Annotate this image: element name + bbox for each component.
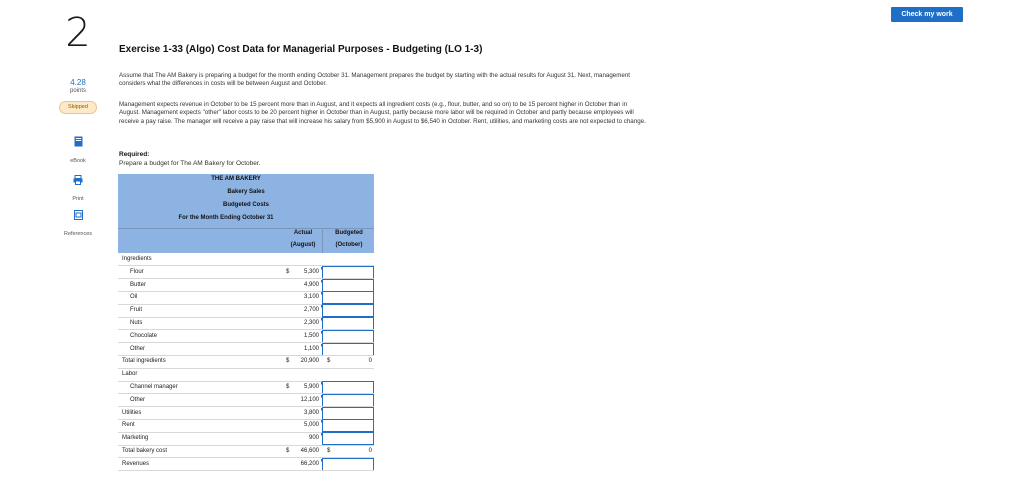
print-label: Print [72,196,84,202]
row-label: Revenues [122,460,150,467]
actual-value: 12,100 [300,396,319,403]
row-label: Total ingredients [122,358,166,365]
row-label: Ingredients [122,256,152,262]
references-button[interactable] [58,210,98,240]
exercise-title: Exercise 1-33 (Algo) Cost Data for Managerial Purposes - Budgeting (LO 1-3) [119,44,483,55]
table-company-name: THE AM BAKERY [211,176,261,182]
table-row [118,355,374,368]
budget-input-field[interactable] [322,394,374,407]
row-label: Butter [130,281,147,288]
references-icon [74,210,83,220]
table-row [118,381,374,394]
budget-input-field[interactable] [322,458,374,471]
col-actual-line2: (August) [290,242,316,248]
budget-input-field[interactable] [322,343,374,356]
actual-value: 46,600 [300,448,319,454]
budget-input-field[interactable] [322,407,374,420]
required-heading: Required: [119,151,150,158]
table-subtitle-sales: Bakery Sales [227,189,265,195]
actual-dollar-sign: $ [286,358,290,365]
actual-value: 5,900 [303,384,319,390]
actual-value: 20,900 [300,358,319,365]
actual-value: 5,300 [303,268,319,275]
actual-dollar-sign: $ [286,448,290,454]
row-label: Chocolate [130,332,158,339]
row-label: Channel manager [130,384,178,390]
row-label: Utilities [122,409,142,416]
actual-value: 1,100 [303,345,319,352]
budget-total-value: 0 [368,358,372,365]
actual-value: 900 [308,435,319,442]
table-row [118,445,374,458]
table-row [118,343,374,356]
ebook-icon [74,136,83,147]
check-my-work-button[interactable]: Check my work [891,7,963,22]
actual-dollar-sign: $ [286,384,290,390]
budget-input-field[interactable] [322,330,374,343]
table-row [118,407,374,420]
header-divider [118,228,374,229]
budget-input-field[interactable] [322,304,374,317]
col-budget-line2: (October) [335,242,363,248]
budget-input-field[interactable] [322,266,374,279]
budget-total-value: 0 [368,448,372,454]
actual-value: 2,700 [303,307,319,314]
table-row [118,317,374,330]
actual-value: 3,800 [303,409,319,416]
table-row [118,266,374,279]
print-button[interactable] [58,175,98,205]
table-row [118,368,374,381]
actual-value: 3,100 [303,294,319,301]
actual-value: 5,000 [303,422,319,429]
table-row [118,304,374,317]
actual-value: 4,900 [303,281,319,288]
budget-input-field[interactable] [322,291,374,304]
table-row [118,432,374,445]
table-row [118,291,374,304]
col-actual-line1: Actual [293,230,313,236]
budget-dollar-sign: $ [327,358,331,365]
required-text: Prepare a budget for The AM Bakery for October. [119,160,261,167]
actual-value: 2,300 [303,320,319,326]
row-label: Total bakery cost [122,448,168,454]
references-label: References [63,231,93,237]
question-number: 2 [65,10,91,56]
table-row [118,419,374,432]
actual-dollar-sign: $ [286,268,290,275]
row-label: Other [130,396,146,403]
row-label: Flour [130,268,144,275]
table-row [118,330,374,343]
table-period: For the Month Ending October 31 [178,215,274,221]
row-divider [118,470,374,471]
col-divider [322,228,323,253]
points-label: points [69,88,86,94]
ebook-button[interactable] [58,136,98,167]
print-icon [73,175,83,185]
table-row [118,394,374,407]
problem-paragraph-1: Assume that The AM Bakery is preparing a budget for the month ending October 31. Management prepares the budget by starting with the actual results for August 31. Next, management considers what the differences in costs will be between August and October. [119,72,630,88]
row-label: Fruit [130,307,142,314]
col-budget-line1: Budgeted [335,230,363,236]
budget-dollar-sign: $ [327,448,331,454]
status-badge: Skipped [59,101,97,114]
budget-input-field[interactable] [322,317,374,330]
table-header [118,174,374,253]
row-label: Nuts [130,320,143,326]
row-label: Other [130,345,146,352]
table-row [118,253,374,266]
points-value: 4.28 [70,78,86,87]
ebook-label: eBook [70,158,86,164]
budget-input-field[interactable] [322,279,374,292]
row-label: Oil [130,294,138,301]
table-row [118,458,374,471]
budget-input-field[interactable] [322,432,374,445]
row-label: Marketing [122,435,149,442]
actual-value: 1,500 [303,332,319,339]
budget-input-field[interactable] [322,381,374,394]
actual-value: 66,200 [300,460,319,467]
table-row [118,279,374,292]
row-label: Rent [122,422,135,429]
table-subtitle-costs: Budgeted Costs [222,202,269,208]
problem-paragraph-2: Management expects revenue in October to be 15 percent more than in August, and it expects all ingredient costs (e.g., flour, butter, and so on) to be 15 percent higher in October than in August. Management expects "other" labor costs to be 20 percent higher in October than in August, partly because more labor will be required in October and partly because employees will receive a pay raise. The manager will receive a pay raise that will increase his salary from $5,900 in August to $6,540 in October. Rent, utilities, and marketing costs are not expected to change. [119,101,646,125]
budget-input-field[interactable] [322,419,374,432]
row-label: Labor [122,371,138,378]
